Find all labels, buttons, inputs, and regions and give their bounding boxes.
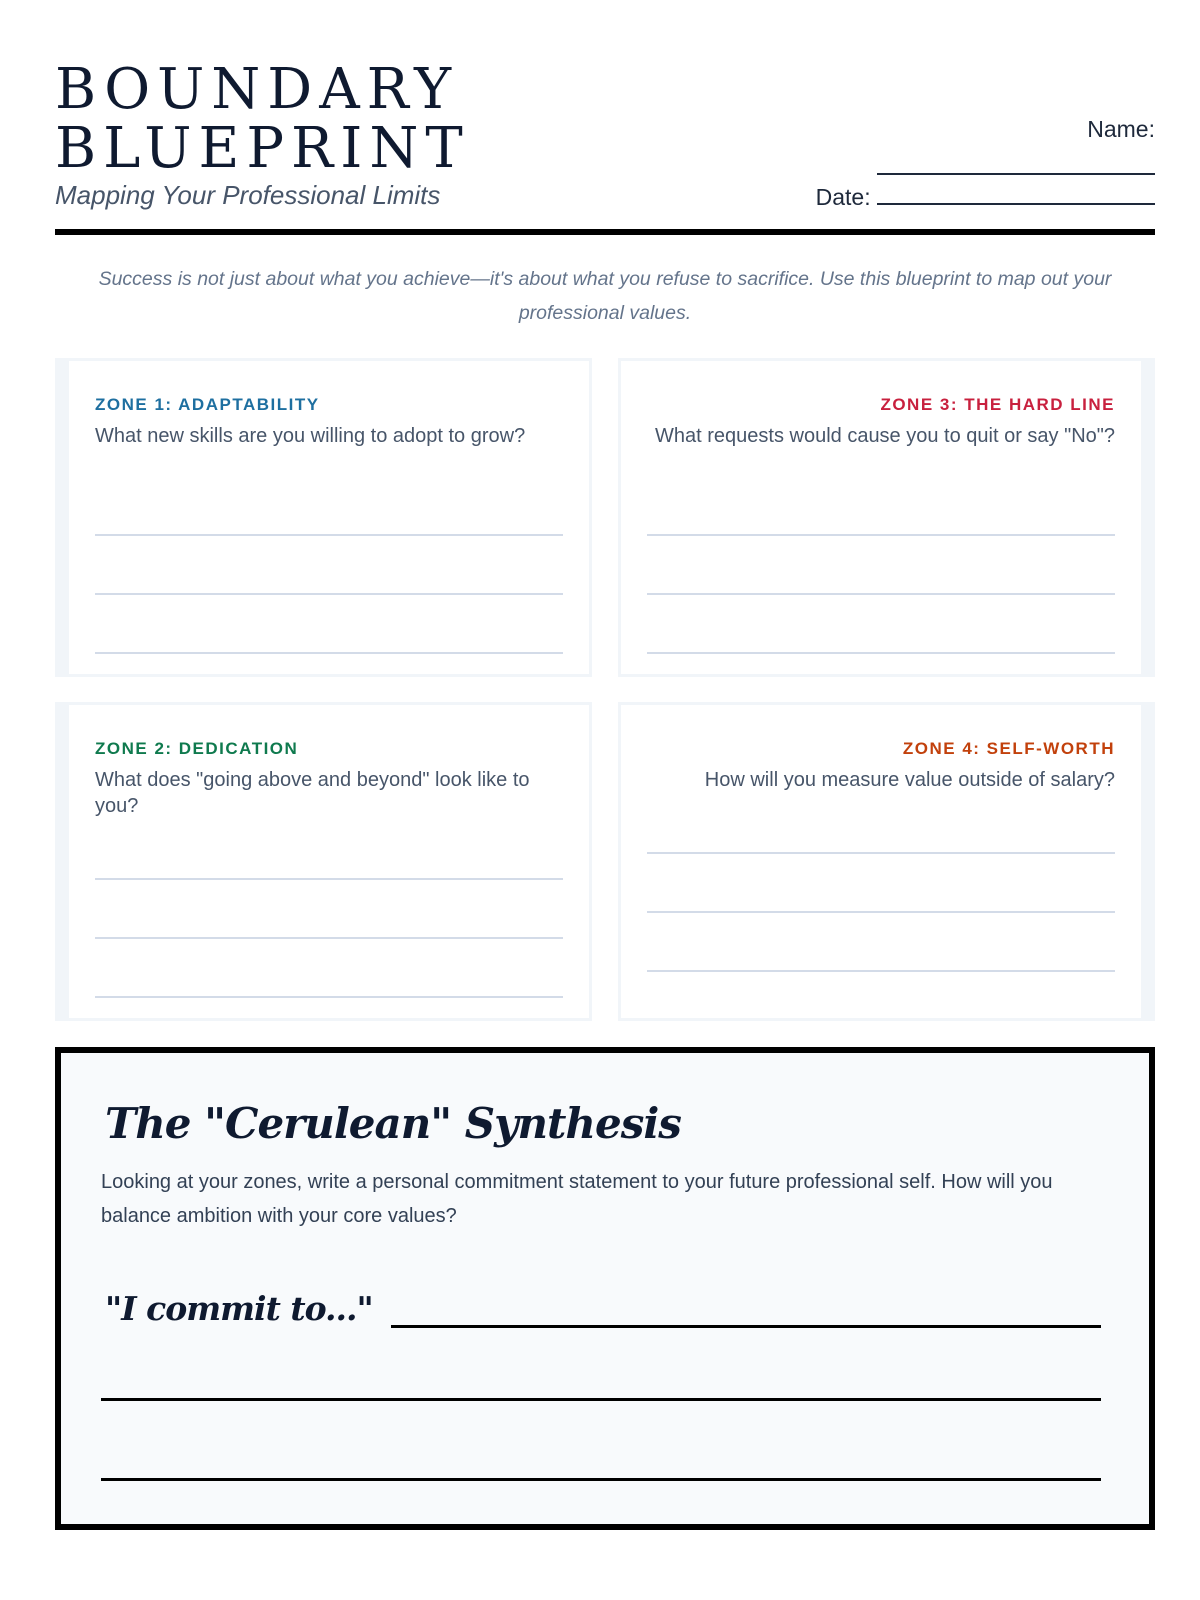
zone-card-self-worth <box>618 702 1155 1021</box>
writing-line[interactable] <box>647 854 1115 913</box>
page-subtitle: Mapping Your Professional Limits <box>55 180 441 210</box>
intro-text: Success is not just about what you achieve—it's about what you refuse to sacrifice. Use this blueprint to map out your professional values. <box>98 268 1112 324</box>
writing-line[interactable] <box>647 913 1115 972</box>
commit-writing-line[interactable] <box>101 1478 1101 1481</box>
title-line-1: BOUNDARY <box>55 57 459 122</box>
writing-line[interactable] <box>95 880 563 939</box>
zone-question: What new skills are you willing to adopt to grow? <box>95 425 526 447</box>
title-line-2: BLUEPRINT <box>55 116 470 181</box>
zone-card-dedication <box>55 702 592 1021</box>
writing-line[interactable] <box>95 477 563 536</box>
zone-question: What does "going above and beyond" look like to you? <box>95 769 530 817</box>
commit-writing-line[interactable] <box>101 1398 1101 1401</box>
synthesis-title: The "Cerulean" Synthesis <box>105 1099 681 1148</box>
date-label: Date: <box>815 184 871 210</box>
name-field[interactable] <box>877 155 1155 175</box>
writing-line[interactable] <box>95 821 563 880</box>
zone-label: ZONE 1: ADAPTABILITY <box>95 395 320 414</box>
synthesis-box <box>55 1047 1155 1530</box>
zone-card-hard-line <box>618 358 1155 677</box>
writing-lines[interactable] <box>647 795 1115 972</box>
commit-writing-line[interactable] <box>391 1294 1101 1328</box>
header <box>55 57 1155 236</box>
writing-line[interactable] <box>95 536 563 595</box>
zone-question: What requests would cause you to quit or say "No"? <box>655 425 1115 447</box>
zone-label: ZONE 2: DEDICATION <box>95 739 299 758</box>
commit-label: "I commit to..." <box>105 1289 373 1328</box>
writing-line[interactable] <box>647 595 1115 654</box>
writing-line[interactable] <box>95 939 563 998</box>
writing-line[interactable] <box>647 536 1115 595</box>
header-divider <box>55 229 1155 235</box>
zone-card-adaptability <box>55 358 592 677</box>
writing-line[interactable] <box>647 477 1115 536</box>
date-field[interactable] <box>877 185 1155 205</box>
writing-lines[interactable] <box>95 821 563 998</box>
zone-question: How will you measure value outside of salary? <box>704 769 1115 791</box>
zone-label: ZONE 4: SELF-WORTH <box>902 739 1115 758</box>
synthesis-prompt: Looking at your zones, write a personal commitment statement to your future professional self. How will you balance ambition with your core values? <box>101 1171 1053 1227</box>
writing-line[interactable] <box>647 795 1115 854</box>
writing-line[interactable] <box>95 595 563 654</box>
name-date-block <box>795 110 1155 216</box>
name-label: Name: <box>1087 116 1155 142</box>
zone-label: ZONE 3: THE HARD LINE <box>880 395 1115 414</box>
writing-lines[interactable] <box>95 477 563 654</box>
writing-lines[interactable] <box>647 477 1115 654</box>
commit-row <box>105 1289 1101 1328</box>
